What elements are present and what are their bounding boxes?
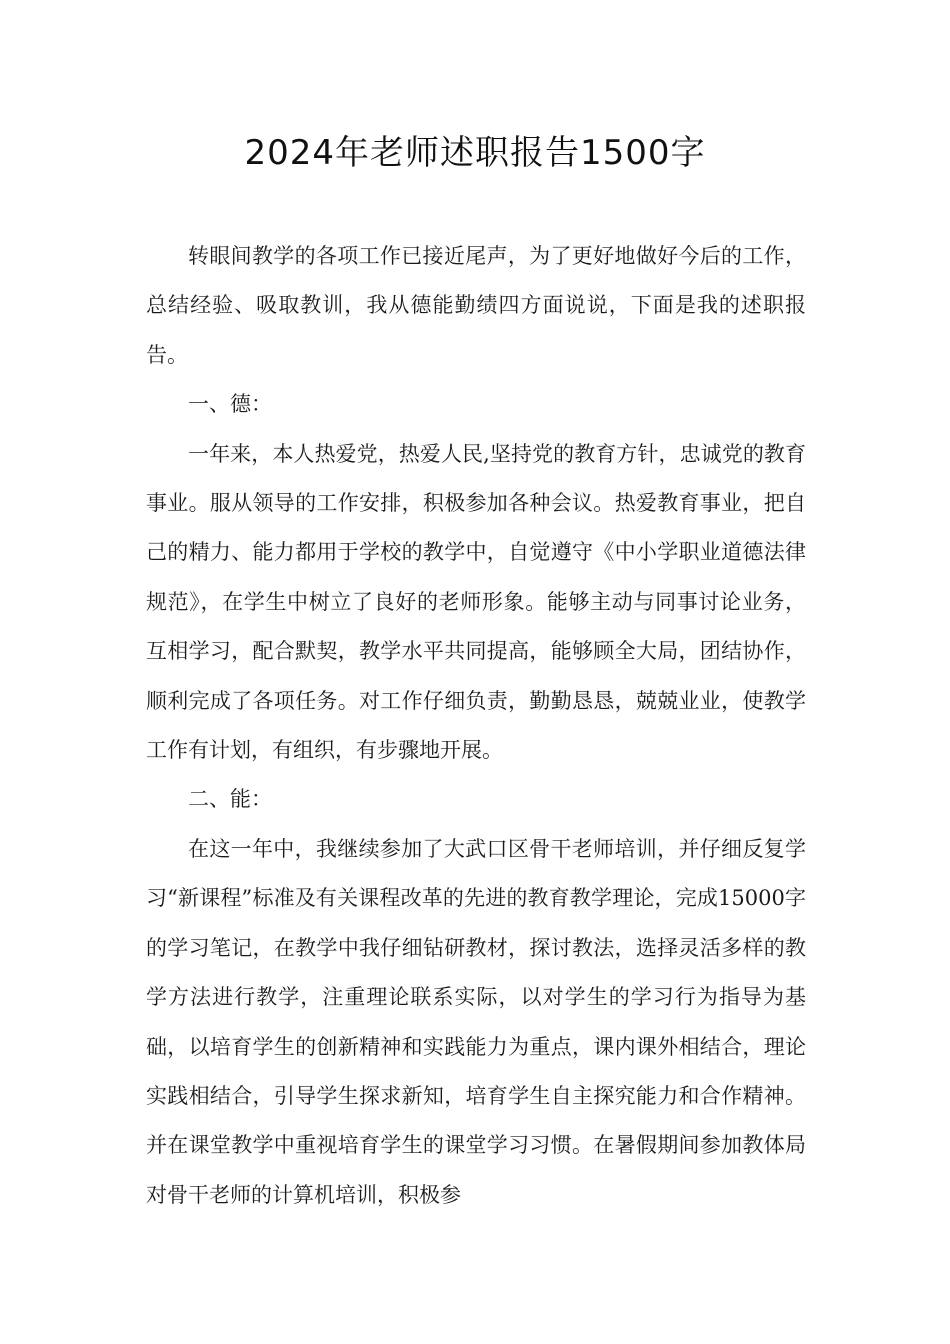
paragraph-de: 一年来，本人热爱党，热爱人民,坚持党的教育方针，忠诚党的教育事业。服从领导的工作安排，积极参加各种会议。热爱教育事业，把自己的精力、能力都用于学校的教学中，自觉遵守《中小学职业道德法律规范》，在学生中树立了良好的老师形象。能够主动与同事讨论业务，互相学习，配合默契，教学水平共同提高，能够顾全大局，团结协作，顺利完成了各项任务。对工作仔细负责，勤勤恳恳，兢兢业业，使教学工作有计划，有组织，有步骤地开展。 <box>146 441 806 763</box>
document-title: 2024年老师述职报告1500字 <box>244 133 706 173</box>
section-heading-neng: 二、能： <box>188 787 272 812</box>
paragraph-neng: 在这一年中，我继续参加了大武口区骨干老师培训，并仔细反复学习“新课程”标准及有关课程改革的先进的教育教学理论，完成15000字的学习笔记，在教学中我仔细钻研教材，探讨教法，选择灵活多样的教学方法进行教学，注重理论联系实际，以对学生的学习行为指导为基础，以培育学生的创新精神和实践能力为重点，课内课外相结合，理论实践相结合，引导学生探求新知，培育学生自主探究能力和合作精神。并在课堂教学中重视培育学生的课堂学习习惯。在暑假期间参加教体局对骨干老师的计算机培训，积极参 <box>146 836 806 1207</box>
section-heading-de: 一、德： <box>188 392 272 417</box>
document-body <box>146 232 806 1220</box>
intro-paragraph: 转眼间教学的各项工作已接近尾声，为了更好地做好今后的工作，总结经验、吸取教训，我从德能勤绩四方面说说，下面是我的述职报告。 <box>146 244 806 367</box>
